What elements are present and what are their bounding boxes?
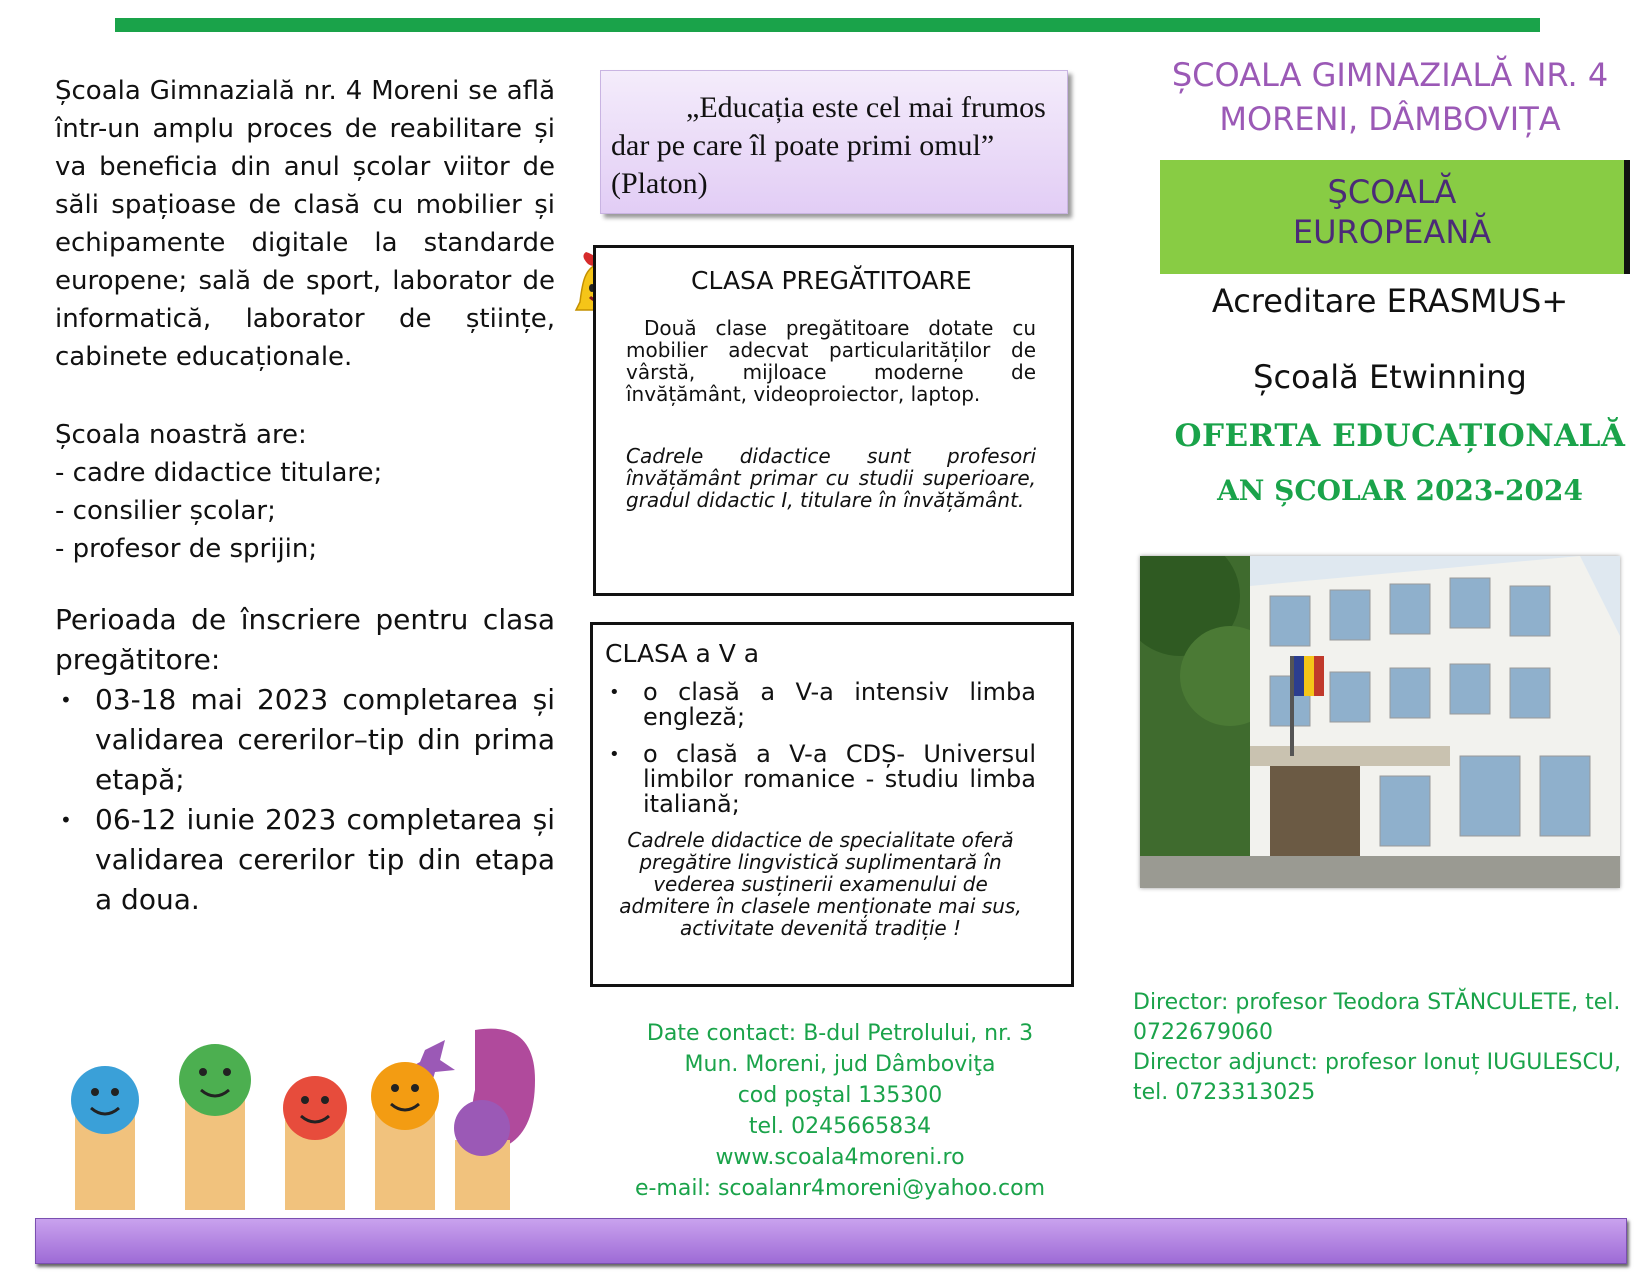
quote-text: „Educația este cel mai frumos dar pe care îl poate primi omul” (Platon) (611, 91, 1046, 200)
school-name-line1: ȘCOALA GIMNAZIALĂ NR. 4 (1171, 56, 1609, 94)
etwinning-label: Școală Etwinning (1253, 358, 1527, 396)
contact-address: Date contact: B-dul Petrolului, nr. 3 (646, 1021, 1034, 1046)
school-name-line2: MORENI, DÂMBOVIȚA (1219, 100, 1561, 138)
deputy-director: Director adjunct: profesor Ionuț IUGULESCU, tel. 0723313025 (1133, 1050, 1621, 1105)
feature-item: - profesor de sprijin; (55, 534, 318, 564)
class5-item: • o clasă a V-a CDȘ- Universul limbilor romanice - studiu limba italiană; (643, 742, 1036, 817)
features-list (55, 416, 555, 568)
prep-class-title: CLASA PREGĂTITOARE (691, 266, 972, 295)
european-line1: ŞCOALĂ (1327, 173, 1457, 211)
enrollment-period (55, 600, 555, 920)
prep-class-description: Două clase pregătitoare dotate cu mobilier adecvat particularităților de vârstă, mijloace moderne de învățământ, videoproiector, laptop. (626, 316, 1036, 406)
contact-info (600, 1018, 1080, 1204)
contact-city: Mun. Moreni, jud Dâmboviţa (684, 1052, 996, 1077)
school-year: AN ȘCOLAR 2023-2024 (1217, 474, 1583, 507)
contact-postal: cod poştal 135300 (737, 1083, 943, 1108)
class5-title: CLASA a V a (605, 639, 760, 668)
class5-box (590, 622, 1074, 987)
prep-class-teachers: Cadrele didactice sunt profesori învățământ primar cu studii superioare, gradul didactic I, titulare în învățământ. (626, 444, 1036, 512)
feature-item: - cadre didactice titulare; (55, 458, 383, 488)
class5-item: • o clasă a V-a intensiv limba engleză; (643, 680, 1036, 730)
bottom-purple-bar (35, 1218, 1627, 1264)
european-school-banner (1160, 160, 1630, 274)
feature-item: - consilier școlar; (55, 496, 276, 526)
features-heading: Școala noastră are: (55, 420, 307, 450)
erasmus-accreditation: Acreditare ERASMUS+ (1211, 282, 1569, 320)
school-building-photo (1140, 556, 1620, 888)
contact-email: e-mail: scoalanr4moreni@yahoo.com (634, 1176, 1046, 1201)
enrollment-item: • 06-12 iunie 2023 completarea și validarea cererilor tip din etapa a doua. (95, 800, 555, 920)
contact-website: www.scoala4moreni.ro (715, 1145, 965, 1170)
platon-quote (600, 70, 1068, 214)
painted-hands-image (35, 1020, 545, 1210)
top-green-bar (115, 18, 1540, 32)
director: Director: profesor Teodora STĂNCULETE, tel. 0722679060 (1133, 990, 1621, 1045)
intro-paragraph: Școala Gimnazială nr. 4 Moreni se află într-un amplu proces de reabilitare și va beneficia din anul școlar viitor de săli spațioase de clasă cu mobilier și echipamente digitale la standarde europene; sală de sport, laborator de informatică, laborator de științe, cabinete educaționale. (55, 76, 555, 372)
offer-title: OFERTA EDUCAȚIONALĂ (1174, 418, 1626, 454)
enrollment-heading: Perioada de înscriere pentru clasa pregătitore: (55, 603, 555, 676)
european-line2: EUROPEANĂ (1292, 213, 1492, 251)
school-name (1130, 53, 1650, 141)
class5-note: Cadrele didactice de specialitate oferă pregătire lingvistică suplimentară în vederea susținerii examenului de admitere în clasele menționate mai sus, activitate devenită tradiție ! (619, 828, 1022, 940)
directors-info (1133, 988, 1650, 1108)
contact-phone: tel. 0245665834 (748, 1114, 932, 1139)
enrollment-item: • 03-18 mai 2023 completarea și validarea cererilor–tip din prima etapă; (95, 680, 555, 800)
prep-class-box (593, 245, 1074, 596)
